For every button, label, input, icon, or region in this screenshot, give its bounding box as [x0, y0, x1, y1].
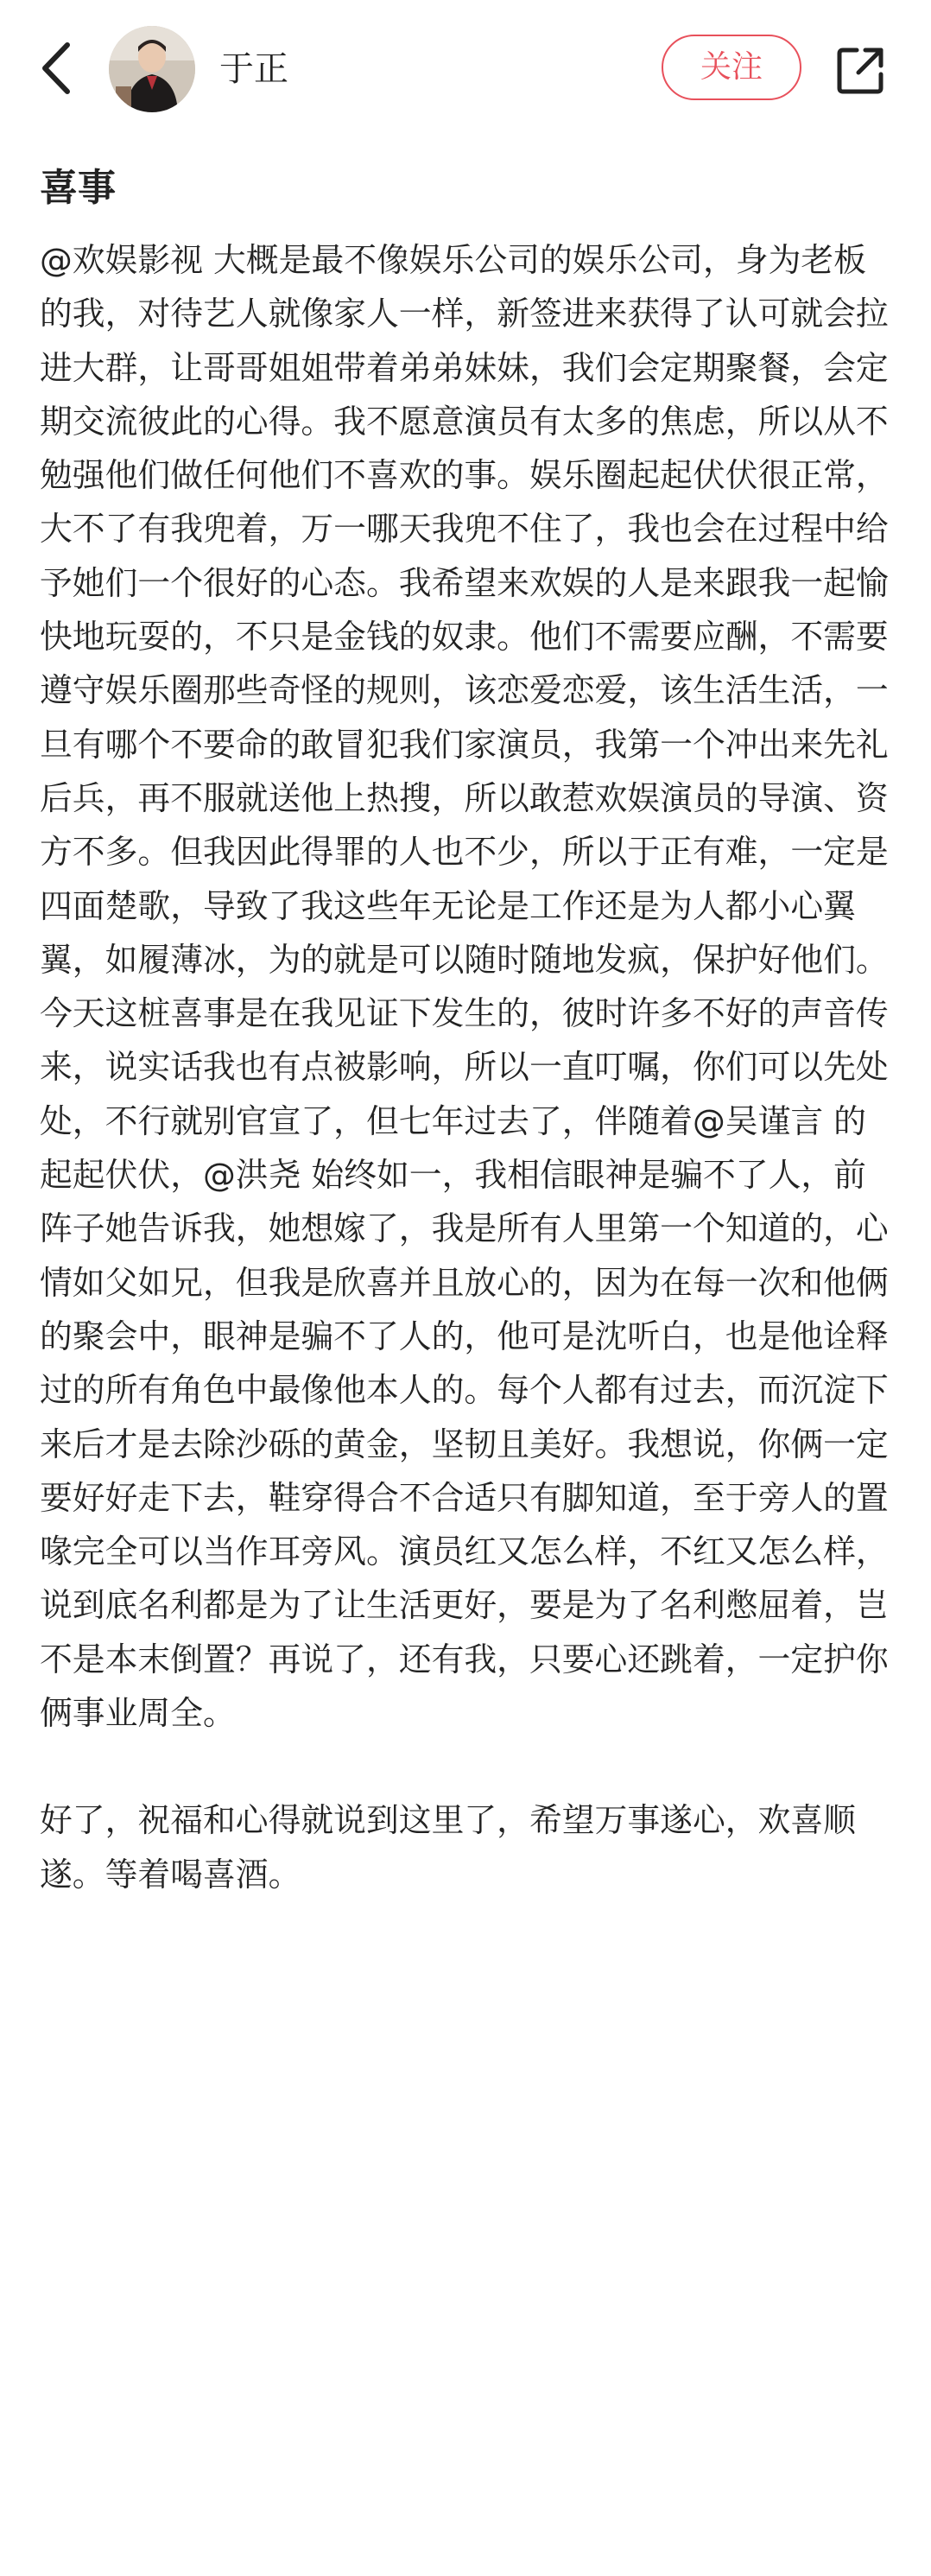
post-header [0, 0, 931, 138]
paragraph-text: 今天这桩喜事是在我见证下发生的，彼时许多不好的声音传来，说实话我也有点被影响，所以一直叮嘱，你们可以先处处，不行就别官宣了，但七年过去了，伴随着 [40, 994, 889, 1140]
paragraph-text: 大概是最不像娱乐公司的娱乐公司，身为老板的我，对待艺人就像家人一样，新签进来获得了认可就会拉进大群，让哥哥姐姐带着弟弟妹妹，我们会定期聚餐，会定期交流彼此的心得。我不愿意演员有太多的焦虑，所以从不勉强他们做任何他们不喜欢的事。娱乐圈起起伏伏很正常，大不了有我兜着，万一哪天我兜不住了，我也会在过程中给予她们一个很好的心态。我希望来欢娱的人是来跟我一起愉快地玩耍的，不只是金钱的奴隶。他们不需要应酬，不需要遵守娱乐圈那些奇怪的规则，该恋爱恋爱，该生活生活，一旦有哪个不要命的敢冒犯我们家演员，我第一个冲出来先礼后兵，再不服就送他上热搜，所以敢惹欢娱演员的导演、资方不多。但我因此得罪的人也不少，所以于正有难，一定是四面楚歌，导致了我这些年无论是工作还是为人都小心翼翼，如履薄冰，为的就是可以随时随地发疯，保护好他们。 [40, 241, 889, 979]
paragraph-text: 始终如一，我相信眼神是骗不了人，前阵子她告诉我，她想嫁了，我是所有人里第一个知道的，心情如父如兄，但我是欣喜并且放心的，因为在每一次和他俩的聚会中，眼神是骗不了人的，他可是沈听白，也是他诠释过的所有角色中最像他本人的。每个人都有过去，而沉淀下来后才是去除沙砾的黄金，坚韧且美好。我想说，你俩一定要好好走下去，鞋穿得合不合适只有脚知道，至于旁人的置喙完全可以当作耳旁风。演员红又怎么样，不红又怎么样，说到底名利都是为了让生活更好，要是为了名利憋屈着，岂不是本末倒置？再说了，还有我，只要心还跳着，一定护你俩事业周全。 [40, 1156, 889, 1733]
post-paragraph [40, 233, 895, 987]
paragraph-spacer [40, 1740, 895, 1793]
avatar[interactable] [109, 26, 195, 112]
paragraph-text: 的起起伏伏， [40, 1101, 866, 1195]
paragraph-text: 好了，祝福和心得就说到这里了，希望万事遂心，欢喜顺遂。等着喝喜酒。 [40, 1801, 856, 1894]
post-paragraph [40, 987, 895, 1740]
chevron-left-icon[interactable] [35, 38, 78, 98]
mention-link[interactable]: @欢娱影视 [40, 241, 203, 279]
follow-button[interactable]: 关注 [662, 35, 801, 100]
avatar-image [109, 26, 195, 112]
post-paragraph [40, 1793, 895, 1901]
share-external-icon[interactable] [834, 43, 888, 97]
post-title: 喜事 [40, 166, 116, 210]
mention-link[interactable]: @吴谨言 [692, 1101, 824, 1140]
mention-link[interactable]: @洪尧 [203, 1156, 301, 1195]
post-body [40, 233, 895, 1901]
user-name[interactable]: 于正 [219, 49, 288, 89]
